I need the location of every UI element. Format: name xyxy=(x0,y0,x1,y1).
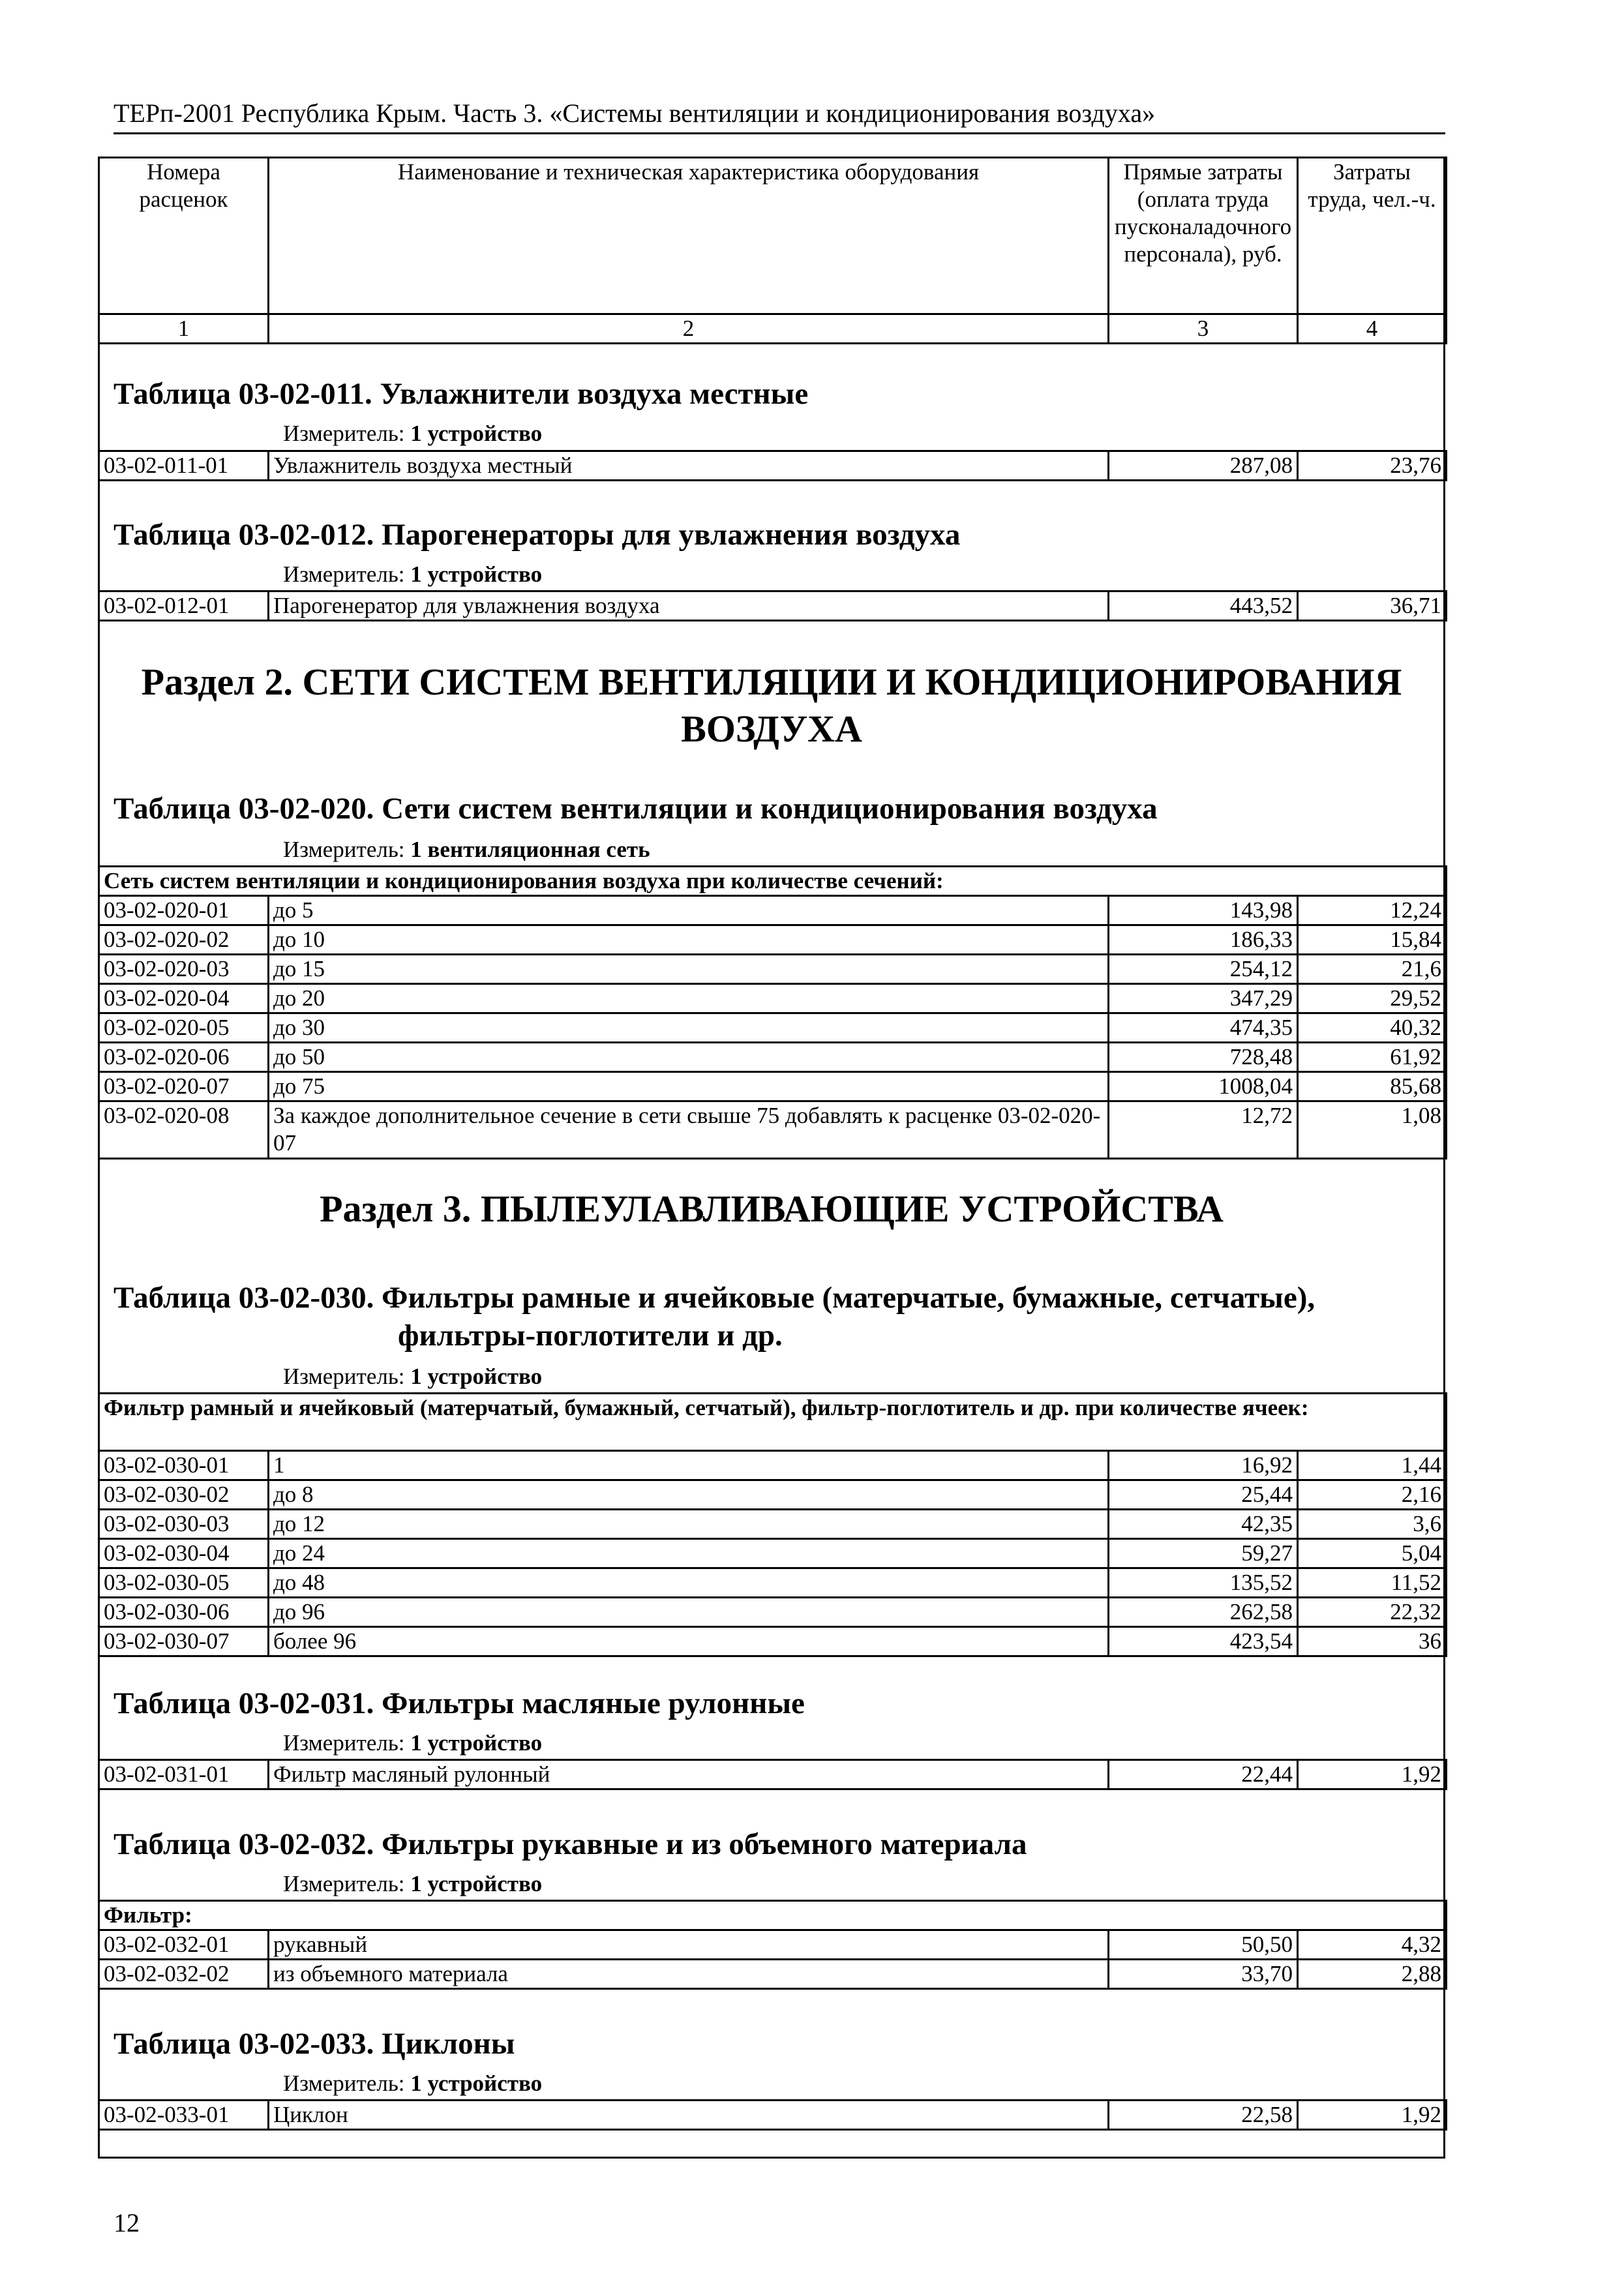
measure-label: Измеритель: xyxy=(283,837,411,862)
table-title: Таблица 03-02-032. Фильтры рукавные и из объемного материала xyxy=(113,1827,1027,1861)
rate-name: Увлажнитель воздуха местный xyxy=(269,451,1109,481)
rate-labor: 21,6 xyxy=(1298,955,1447,984)
rate-name: до 5 xyxy=(269,896,1109,925)
rate-name: до 48 xyxy=(269,1568,1109,1598)
section-heading: Раздел 3. ПЫЛЕУЛАВЛИВАЮЩИЕ УСТРОЙСТВА xyxy=(320,1188,1224,1230)
table-title-continued: фильтры-поглотители и др. xyxy=(398,1319,783,1353)
rate-table xyxy=(98,1392,1447,1657)
rate-labor: 2,16 xyxy=(1298,1480,1447,1510)
measure-line xyxy=(283,2070,542,2097)
section-heading-line: Раздел 2. СЕТИ СИСТЕМ ВЕНТИЛЯЦИИ И КОНДИЦИОНИРОВАНИЯ xyxy=(141,661,1402,703)
rate-table xyxy=(98,1759,1447,1790)
rate-table xyxy=(98,1900,1447,1990)
page-number: 12 xyxy=(113,2208,140,2237)
rate-cost: 42,35 xyxy=(1109,1510,1298,1539)
column-header-table xyxy=(98,157,1447,344)
measure-value: 1 устройство xyxy=(410,1871,543,1896)
rate-code: 03-02-030-07 xyxy=(99,1627,269,1656)
col-head-labor: Затраты труда, чел.-ч. xyxy=(1298,158,1447,314)
rate-cost: 25,44 xyxy=(1109,1480,1298,1510)
measure-label: Измеритель: xyxy=(283,561,411,587)
table-title: Таблица 03-02-033. Циклоны xyxy=(113,2027,515,2061)
rate-code: 03-02-030-04 xyxy=(99,1539,269,1568)
table-subheader: Фильтр рамный и ячейковый (матерчатый, бумажный, сетчатый), фильтр-поглотитель и др. при количестве ячеек: xyxy=(99,1394,1447,1451)
rate-labor: 5,04 xyxy=(1298,1539,1447,1568)
rate-name: Парогенератор для увлажнения воздуха xyxy=(269,591,1109,621)
rate-code: 03-02-020-04 xyxy=(99,984,269,1013)
rate-table xyxy=(98,450,1447,481)
measure-line xyxy=(283,561,542,588)
measure-line xyxy=(283,1870,542,1898)
measure-value: 1 устройство xyxy=(410,421,543,446)
rate-name: более 96 xyxy=(269,1627,1109,1656)
rate-labor: 1,44 xyxy=(1298,1451,1447,1480)
rate-name: до 12 xyxy=(269,1510,1109,1539)
rate-labor: 1,92 xyxy=(1298,1760,1447,1789)
measure-value: 1 вентиляционная сеть xyxy=(410,837,650,862)
rate-labor: 1,92 xyxy=(1298,2101,1447,2130)
rate-name: до 96 xyxy=(269,1598,1109,1627)
measure-label: Измеритель: xyxy=(283,1871,411,1896)
table-subheader: Сеть систем вентиляции и кондиционирования воздуха при количестве сечений: xyxy=(99,867,1447,896)
rate-labor: 23,76 xyxy=(1298,451,1447,481)
rate-name: до 10 xyxy=(269,925,1109,955)
rate-code: 03-02-020-06 xyxy=(99,1043,269,1072)
rate-cost: 16,92 xyxy=(1109,1451,1298,1480)
rate-name: из объемного материала xyxy=(269,1960,1109,1989)
table-title: Таблица 03-02-030. Фильтры рамные и ячейковые (матерчатые, бумажные, сетчатые), xyxy=(113,1281,1316,1315)
rate-labor: 4,32 xyxy=(1298,1930,1447,1960)
rate-labor: 36,71 xyxy=(1298,591,1447,621)
col-number: 1 xyxy=(99,314,269,344)
section-heading-line: ВОЗДУХА xyxy=(681,708,862,750)
section-heading xyxy=(98,659,1445,753)
rate-code: 03-02-020-07 xyxy=(99,1072,269,1101)
rate-labor: 15,84 xyxy=(1298,925,1447,955)
col-head-cost: Прямые затраты (оплата труда пусконаладочного персонала), руб. xyxy=(1109,158,1298,314)
rate-code: 03-02-030-01 xyxy=(99,1451,269,1480)
rate-cost: 33,70 xyxy=(1109,1960,1298,1989)
rate-cost: 254,12 xyxy=(1109,955,1298,984)
rate-cost: 22,44 xyxy=(1109,1760,1298,1789)
rate-name: Циклон xyxy=(269,2101,1109,2130)
rate-code: 03-02-011-01 xyxy=(99,451,269,481)
measure-line xyxy=(283,836,650,863)
rate-labor: 85,68 xyxy=(1298,1072,1447,1101)
header-rule xyxy=(113,132,1445,134)
col-head-name: Наименование и техническая характеристика оборудования xyxy=(269,158,1109,314)
rate-labor: 11,52 xyxy=(1298,1568,1447,1598)
rate-cost: 287,08 xyxy=(1109,451,1298,481)
rate-code: 03-02-030-02 xyxy=(99,1480,269,1510)
rate-cost: 474,35 xyxy=(1109,1013,1298,1043)
rate-cost: 423,54 xyxy=(1109,1627,1298,1656)
rate-name: до 24 xyxy=(269,1539,1109,1568)
rate-cost: 347,29 xyxy=(1109,984,1298,1013)
rate-code: 03-02-020-08 xyxy=(99,1101,269,1159)
rate-table xyxy=(98,590,1447,621)
rate-name: до 30 xyxy=(269,1013,1109,1043)
col-head-codes: Номера расценок xyxy=(99,158,269,314)
rate-name: до 15 xyxy=(269,955,1109,984)
rate-code: 03-02-030-03 xyxy=(99,1510,269,1539)
table-title: Таблица 03-02-012. Парогенераторы для увлажнения воздуха xyxy=(113,518,961,552)
table-subheader: Фильтр: xyxy=(99,1901,1447,1930)
rate-labor: 1,08 xyxy=(1298,1101,1447,1159)
rate-code: 03-02-030-06 xyxy=(99,1598,269,1627)
rate-code: 03-02-020-01 xyxy=(99,896,269,925)
rate-labor: 2,88 xyxy=(1298,1960,1447,1989)
col-number: 4 xyxy=(1298,314,1447,344)
rate-cost: 22,58 xyxy=(1109,2101,1298,2130)
col-number: 3 xyxy=(1109,314,1298,344)
measure-value: 1 устройство xyxy=(410,2071,543,2096)
table-title: Таблица 03-02-031. Фильтры масляные рулонные xyxy=(113,1686,805,1720)
rate-name: Фильтр масляный рулонный xyxy=(269,1760,1109,1789)
rate-table xyxy=(98,865,1447,1159)
rate-cost: 728,48 xyxy=(1109,1043,1298,1072)
rate-code: 03-02-020-02 xyxy=(99,925,269,955)
rate-labor: 22,32 xyxy=(1298,1598,1447,1627)
rate-name: 1 xyxy=(269,1451,1109,1480)
table-title: Таблица 03-02-011. Увлажнители воздуха местные xyxy=(113,377,809,411)
measure-value: 1 устройство xyxy=(410,1364,543,1389)
measure-label: Измеритель: xyxy=(283,1730,411,1756)
rate-cost: 1008,04 xyxy=(1109,1072,1298,1101)
rate-cost: 135,52 xyxy=(1109,1568,1298,1598)
rate-code: 03-02-020-05 xyxy=(99,1013,269,1043)
rate-name: до 50 xyxy=(269,1043,1109,1072)
measure-line xyxy=(283,1363,542,1390)
rate-labor: 40,32 xyxy=(1298,1013,1447,1043)
rate-name: до 75 xyxy=(269,1072,1109,1101)
measure-value: 1 устройство xyxy=(410,1730,543,1756)
col-number: 2 xyxy=(269,314,1109,344)
rate-name: до 8 xyxy=(269,1480,1109,1510)
rate-cost: 262,58 xyxy=(1109,1598,1298,1627)
rate-table xyxy=(98,2099,1447,2131)
rate-cost: 186,33 xyxy=(1109,925,1298,955)
rate-cost: 443,52 xyxy=(1109,591,1298,621)
rate-code: 03-02-030-05 xyxy=(99,1568,269,1598)
rate-code: 03-02-020-03 xyxy=(99,955,269,984)
rate-labor: 3,6 xyxy=(1298,1510,1447,1539)
measure-line xyxy=(283,420,542,447)
rate-labor: 29,52 xyxy=(1298,984,1447,1013)
rate-name: рукавный xyxy=(269,1930,1109,1960)
measure-label: Измеритель: xyxy=(283,1364,411,1389)
table-title: Таблица 03-02-020. Сети систем вентиляции и кондиционирования воздуха xyxy=(113,792,1158,826)
running-header: ТЕРп-2001 Республика Крым. Часть 3. «Системы вентиляции и кондиционирования воздуха» xyxy=(113,98,1156,128)
rate-code: 03-02-032-01 xyxy=(99,1930,269,1960)
measure-line xyxy=(283,1729,542,1757)
rate-code: 03-02-032-02 xyxy=(99,1960,269,1989)
measure-label: Измеритель: xyxy=(283,2071,411,2096)
rate-code: 03-02-012-01 xyxy=(99,591,269,621)
rate-name: За каждое дополнительное сечение в сети свыше 75 добавлять к расценке 03-02-020-07 xyxy=(269,1101,1109,1159)
rate-code: 03-02-031-01 xyxy=(99,1760,269,1789)
measure-value: 1 устройство xyxy=(410,561,543,587)
rate-cost: 143,98 xyxy=(1109,896,1298,925)
rate-labor: 36 xyxy=(1298,1627,1447,1656)
rate-labor: 12,24 xyxy=(1298,896,1447,925)
rate-cost: 50,50 xyxy=(1109,1930,1298,1960)
rate-labor: 61,92 xyxy=(1298,1043,1447,1072)
measure-label: Измеритель: xyxy=(283,421,411,446)
rate-cost: 12,72 xyxy=(1109,1101,1298,1159)
rate-cost: 59,27 xyxy=(1109,1539,1298,1568)
rate-name: до 20 xyxy=(269,984,1109,1013)
rate-code: 03-02-033-01 xyxy=(99,2101,269,2130)
